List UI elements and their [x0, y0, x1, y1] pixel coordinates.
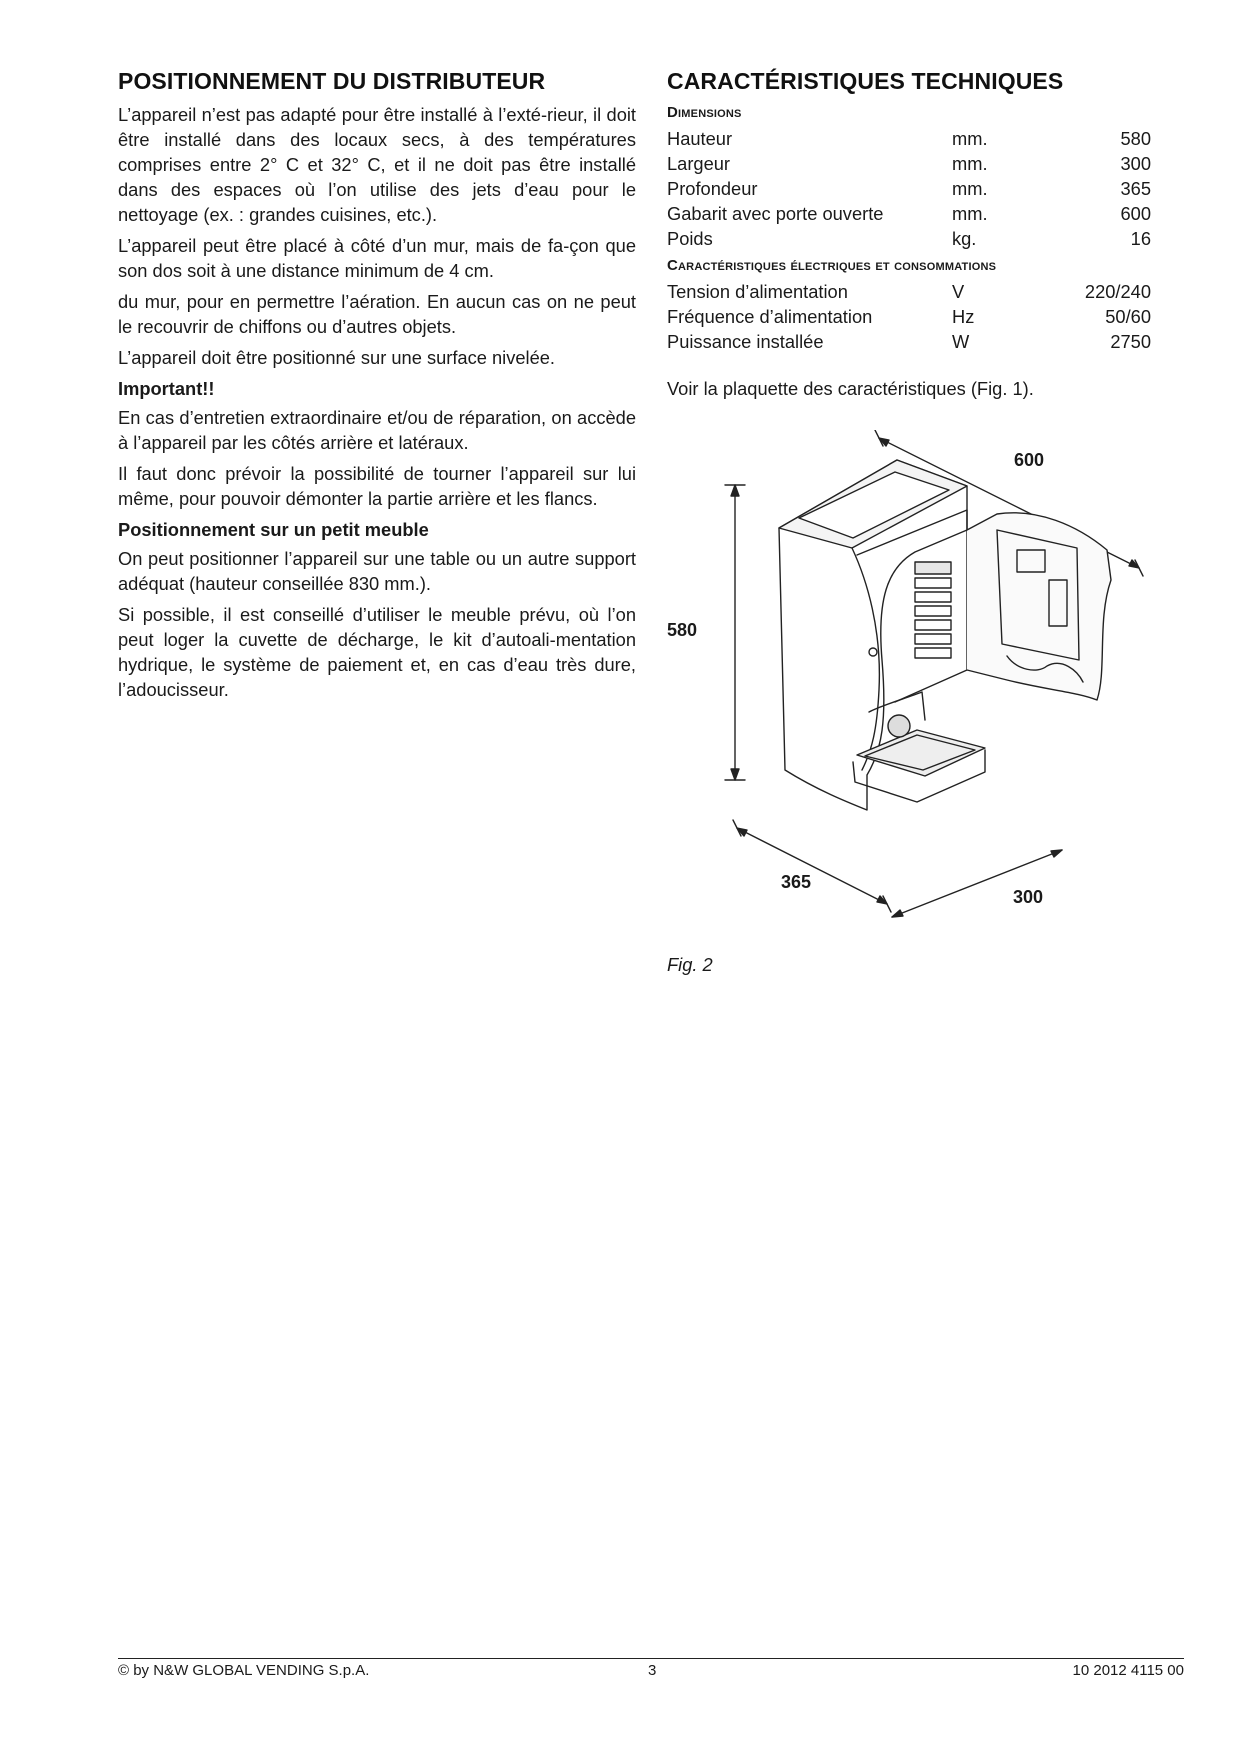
table-row [667, 201, 1151, 226]
spec-label: Puissance installée [667, 331, 824, 352]
paragraph: L’appareil doit être positionné sur une surface nivelée. [118, 347, 555, 368]
figure-caption: Fig. 2 [667, 954, 713, 975]
footer-copyright: © by N&W GLOBAL VENDING S.p.A. [118, 1662, 370, 1679]
spec-label: Profondeur [667, 178, 758, 199]
table-row [667, 304, 1151, 329]
paragraph: Si possible, il est conseillé d’utiliser le meuble prévu, où l’on peut loger la cuvette de décharge, le kit d’autoali-mentation hydrique, le système de paiement et, en cas d’eau très dure, l’adoucisseur. [118, 604, 636, 700]
spec-value: 50/60 [1105, 306, 1151, 327]
spec-unit: V [952, 281, 965, 302]
dimension-label-580: 580 [667, 620, 698, 640]
spec-label: Poids [667, 228, 713, 249]
section-title-positioning: POSITIONNEMENT DU DISTRIBUTEUR [118, 68, 546, 94]
right-column [667, 66, 1151, 407]
dimension-label-600: 600 [1014, 450, 1045, 470]
spec-value: 16 [1130, 228, 1151, 249]
table-row [667, 329, 1151, 354]
document-code: 10 2012 4115 00 [1072, 1662, 1184, 1679]
spec-value: 2750 [1110, 331, 1151, 352]
electrical-heading: Caractéristiques électriques et consommations [667, 257, 997, 274]
furniture-heading: Positionnement sur un petit meuble [118, 519, 429, 540]
left-column [118, 66, 636, 708]
spec-unit: W [952, 331, 970, 352]
section-title-specs: CARACTÉRISTIQUES TECHNIQUES [667, 68, 1064, 94]
spec-unit: mm. [952, 203, 988, 224]
spec-label: Largeur [667, 153, 731, 174]
see-plate-note: Voir la plaquette des caractéristiques (Fig. 1). [667, 378, 1034, 399]
spec-value: 220/240 [1084, 281, 1151, 302]
spec-value: 580 [1120, 128, 1151, 149]
paragraph: On peut positionner l’appareil sur une table ou un autre support adéquat (hauteur conseillée 830 mm.). [118, 548, 636, 594]
table-row [667, 151, 1151, 176]
table-row [667, 126, 1151, 151]
dimensions-heading: Dimensions [667, 104, 742, 121]
dimension-label-300: 300 [1013, 887, 1044, 907]
paragraph: L’appareil n’est pas adapté pour être installé à l’exté-rieur, il doit être installé dans des locaux secs, à des températures comprises entre 2° C et 32° C, et il ne doit pas être installé dans des espaces où l’on utilise des jets d’eau pour le nettoyage (ex. : grandes cuisines, etc.). [118, 104, 636, 225]
paragraph: En cas d’entretien extraordinaire et/ou de réparation, on accède à l’appareil par les côtés arrière et latéraux. [118, 407, 636, 453]
table-row [667, 279, 1151, 304]
dimensions-table [667, 126, 1151, 251]
spec-label: Gabarit avec porte ouverte [667, 203, 884, 224]
dimension-label-365: 365 [781, 872, 812, 892]
spec-value: 300 [1120, 153, 1151, 174]
spec-unit: mm. [952, 178, 988, 199]
spec-unit: kg. [952, 228, 977, 249]
machine-dimensions-figure [667, 430, 1167, 950]
important-heading: Important!! [118, 378, 215, 399]
spec-unit: mm. [952, 128, 988, 149]
spec-value: 600 [1120, 203, 1151, 224]
table-row [667, 176, 1151, 201]
spec-label: Tension d’alimentation [667, 281, 848, 302]
spec-label: Fréquence d’alimentation [667, 306, 873, 327]
paragraph: du mur, pour en permettre l’aération. En aucun cas on ne peut le recouvrir de chiffons ou d’autres objets. [118, 291, 636, 337]
spec-value: 365 [1120, 178, 1151, 199]
paragraph: Il faut donc prévoir la possibilité de tourner l’appareil sur lui même, pour pouvoir démonter la partie arrière et les flancs. [118, 463, 636, 509]
footer-divider [118, 1658, 1184, 1659]
table-row [667, 226, 1151, 251]
page-number: 3 [648, 1662, 657, 1679]
paragraph: L’appareil peut être placé à côté d’un mur, mais de fa-çon que son dos soit à une distance minimum de 4 cm. [118, 235, 636, 281]
spec-unit: mm. [952, 153, 988, 174]
vending-machine-drawing [667, 430, 1167, 950]
spec-unit: Hz [952, 306, 975, 327]
spec-label: Hauteur [667, 128, 733, 149]
electrical-table [667, 279, 1151, 354]
